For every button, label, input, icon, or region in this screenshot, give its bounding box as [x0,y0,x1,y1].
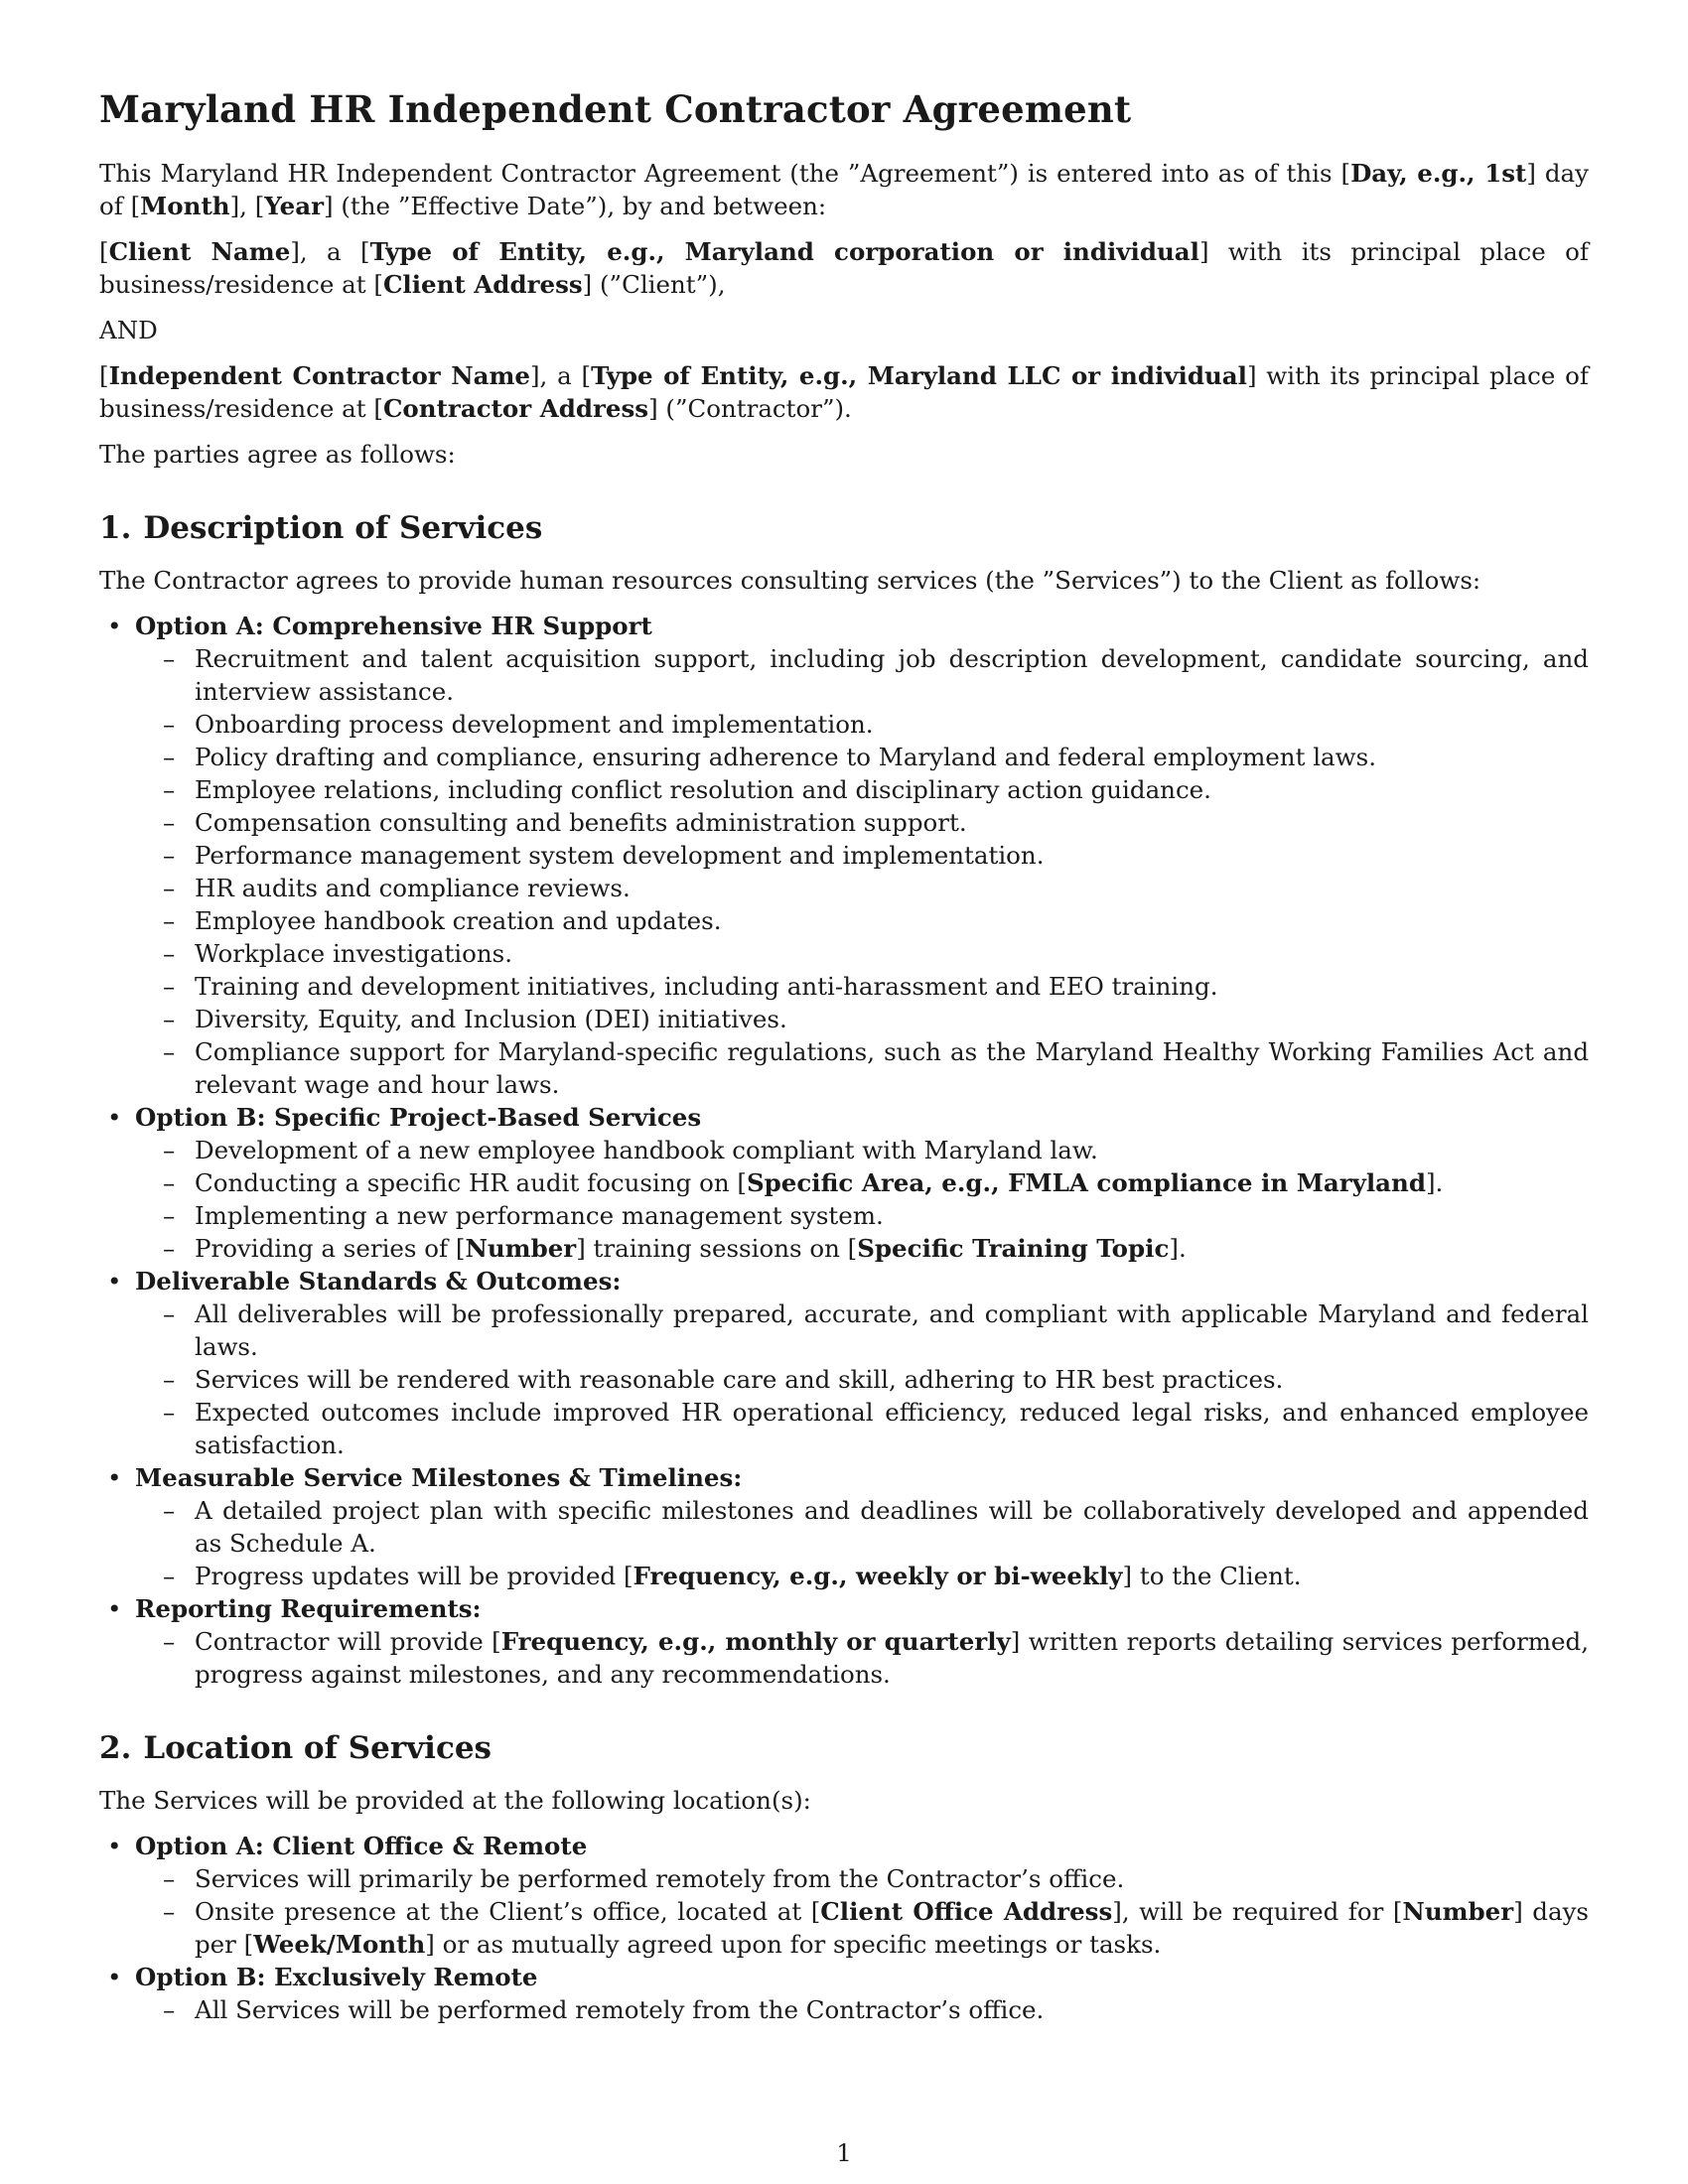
list-item: – Onsite presence at the Client’s office, located at [Client Office Address], will be required for [Number] days per [Week/Month] or as mutually agreed upon for specific meetings or tasks. [195,1895,1589,1961]
client-entity-placeholder: Type of Entity, e.g., Maryland corporation or individual [369,237,1199,266]
list-item: – A detailed project plan with specific milestones and deadlines will be collaboratively developed and appended as Schedule A. [195,1494,1589,1560]
specific-area-placeholder: Specific Area, e.g., FMLA compliance in Maryland [746,1168,1426,1197]
section-1-heading: 1. Description of Services [99,510,543,546]
list-item: – Services will primarily be performed remotely from the Contractor’s office. [195,1862,1589,1895]
list-item: – Contractor will provide [Frequency, e.g., monthly or quarterly] written reports detailing services performed, progress against milestones, and any recommendations. [195,1625,1589,1691]
location-option-b-item [135,1961,1589,2026]
list-item: – All Services will be performed remotely from the Contractor’s office. [195,1993,1589,2026]
list-item: – Progress updates will be provided [Frequency, e.g., weekly or bi-weekly] to the Client. [195,1560,1589,1592]
list-item: – Compensation consulting and benefits administration support. [195,806,1589,839]
deliverables-item [135,1265,1589,1461]
reporting-item [135,1592,1589,1691]
list-item: – Recruitment and talent acquisition support, including job description development, candidate sourcing, and interview assistance. [195,642,1589,708]
milestones-item [135,1461,1589,1592]
location-option-a-list [135,1862,1589,1961]
option-a-list [135,642,1589,1101]
contractor-entity-placeholder: Type of Entity, e.g., Maryland LLC or individual [591,361,1247,390]
day-placeholder: Day, e.g., 1st [1350,159,1527,188]
option-b-item [135,1101,1589,1265]
agree-text: The parties agree as follows: [99,440,456,469]
intro-paragraph: This Maryland HR Independent Contractor Agreement (the ”Agreement”) is entered into as of this [Day, e.g., 1st] day of [Month], [Year] (the ”Effective Date”), by and between: [99,159,1589,220]
milestones-list [135,1494,1589,1592]
contractor-party-paragraph: [Independent Contractor Name], a [Type of Entity, e.g., Maryland LLC or individual] with its principal place of business/residence at [Contractor Address] (”Contractor”). [99,361,1589,423]
section-2-intro: The Services will be provided at the following location(s): [99,1786,811,1815]
section-1-options [99,610,1589,1691]
month-placeholder: Month [140,192,230,220]
deliverables-title: Deliverable Standards & Outcomes: [135,1267,622,1296]
list-item: – Implementing a new performance management system. [195,1199,1589,1232]
section-1-intro: The Contractor agrees to provide human resources consulting services (the ”Services”) to the Client as follows: [99,566,1481,595]
list-item: – Training and development initiatives, including anti-harassment and EEO training. [195,970,1589,1003]
list-item: – Compliance support for Maryland-specific regulations, such as the Maryland Healthy Working Families Act and relevant wage and hour laws. [195,1035,1589,1101]
contractor-name-placeholder: Independent Contractor Name [108,361,530,390]
client-party-paragraph: [Client Name], a [Type of Entity, e.g., Maryland corporation or individual] with its principal place of business/residence at [Client Address] (”Client”), [99,237,1589,299]
list-item: – Services will be rendered with reasonable care and skill, adhering to HR best practices. [195,1363,1589,1396]
days-number-placeholder: Number [1402,1897,1514,1926]
document-title: Maryland HR Independent Contractor Agreement [99,87,1132,131]
list-item: – Workplace investigations. [195,937,1589,970]
client-name-placeholder: Client Name [108,237,291,266]
list-item: – Expected outcomes include improved HR operational efficiency, reduced legal risks, and enhanced employee satisfaction. [195,1396,1589,1461]
list-item: – Conducting a specific HR audit focusing on [Specific Area, e.g., FMLA compliance in Maryland]. [195,1166,1589,1199]
number-placeholder: Number [465,1234,577,1263]
client-office-address-placeholder: Client Office Address [820,1897,1113,1926]
option-a-title: Option A: Comprehensive HR Support [135,612,652,640]
and-text: AND [99,316,158,344]
list-item: – Employee handbook creation and updates. [195,904,1589,937]
section-2-heading: 2. Location of Services [99,1730,492,1766]
document-page [99,87,1589,2026]
list-item: – Policy drafting and compliance, ensuring adherence to Maryland and federal employment laws. [195,741,1589,773]
location-option-b-title: Option B: Exclusively Remote [135,1963,538,1991]
list-item: – All deliverables will be professionally prepared, accurate, and compliant with applicable Maryland and federal laws. [195,1297,1589,1363]
year-placeholder: Year [264,192,325,220]
list-item: – Providing a series of [Number] training sessions on [Specific Training Topic]. [195,1232,1589,1265]
list-item: – Onboarding process development and implementation. [195,708,1589,741]
client-address-placeholder: Client Address [382,270,583,299]
option-b-list [135,1134,1589,1265]
option-b-title: Option B: Specific Project-Based Services [135,1103,702,1132]
milestones-title: Measurable Service Milestones & Timelines: [135,1463,743,1492]
option-a-item [135,610,1589,1101]
section-2-options [99,1830,1589,2026]
reporting-title: Reporting Requirements: [135,1594,482,1623]
week-month-placeholder: Week/Month [253,1930,426,1959]
report-frequency-placeholder: Frequency, e.g., monthly or quarterly [500,1627,1011,1656]
training-topic-placeholder: Specific Training Topic [857,1234,1170,1263]
page-number: 1 [836,2138,852,2167]
deliverables-list [135,1297,1589,1461]
contractor-address-placeholder: Contractor Address [382,394,649,423]
frequency-placeholder: Frequency, e.g., weekly or bi-weekly [633,1562,1123,1590]
list-item: – Performance management system development and implementation. [195,839,1589,872]
list-item: – Development of a new employee handbook compliant with Maryland law. [195,1134,1589,1166]
list-item: – HR audits and compliance reviews. [195,872,1589,904]
location-option-b-list [135,1993,1589,2026]
location-option-a-title: Option A: Client Office & Remote [135,1832,588,1860]
list-item: – Diversity, Equity, and Inclusion (DEI) initiatives. [195,1003,1589,1035]
list-item: – Employee relations, including conflict resolution and disciplinary action guidance. [195,773,1589,806]
reporting-list [135,1625,1589,1691]
location-option-a-item [135,1830,1589,1961]
